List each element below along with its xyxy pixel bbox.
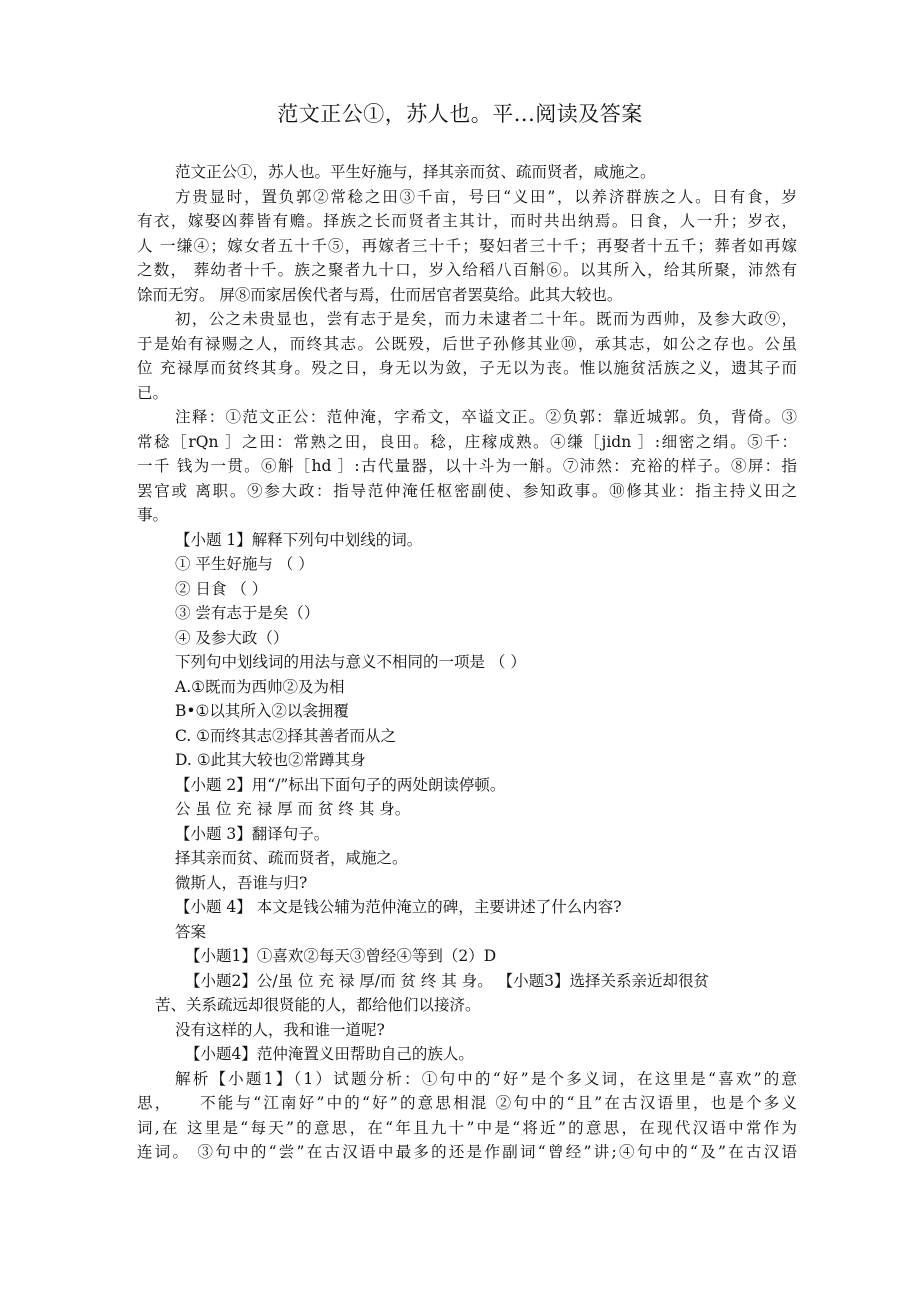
question-item: ① 平生好施与 （ ） [175, 555, 314, 573]
annotation-line: 事。 [137, 506, 169, 524]
question-prompt: 下列句中划线词的用法与意义不相同的一项是 （ ） [175, 653, 526, 671]
analysis-line: 思， 不能与“江南好”中的“好”的意思相混 ②句中的“且”在古汉语里，也是个多义 [137, 1094, 797, 1112]
answer-line: 【小题4】范仲淹置义田帮助自己的族人。 [185, 1045, 474, 1063]
question-heading: 【小题 1】解释下列句中划线的词。 [175, 530, 423, 549]
paragraph-line: 有衣，嫁娶凶葬皆有赡。择族之长而贤者主其计，而时共出纳焉。日食，人一升；岁衣， [137, 212, 797, 230]
answer-line: 苦、关系疏远却很贤能的人，都给他们以接济。 [155, 996, 481, 1014]
question-item: ③ 尝有志于是矣（） [175, 604, 320, 622]
document-body [137, 160, 797, 1165]
paragraph-line: 初，公之未贵显也，尝有志于是矣，而力未逮者二十年。既而为西帅，及参大政⑨， [175, 310, 797, 328]
question-heading: 【小题 4】 本文是钱公辅为范仲淹立的碑，主要讲述了什么内容? [175, 898, 622, 916]
option-a: A.①既而为西帅②及为相 [175, 677, 345, 696]
paragraph-line: 已。 [137, 383, 169, 402]
answer-line: 【小题1】①喜欢②每天③曾经④等到（2）D [185, 947, 497, 965]
question-item: ④ 及参大政（） [175, 628, 289, 647]
paragraph-line: 于是始有禄赐之人，而终其志。公既殁，后世子孙修其业⑩，承其志，如公之存也。公虽 [137, 334, 797, 353]
answer-line: 没有这样的人，我和谁一道呢? [175, 1020, 385, 1039]
analysis-line: 连词。 ③句中的“尝”在古汉语中最多的还是作副词“曾经”讲;④句中的“及”在古汉语 [137, 1143, 797, 1161]
analysis-line: 解析【小题1】（1）试题分析：①句中的“好”是个多义词，在这里是“喜欢”的意 [175, 1069, 797, 1088]
document-title: 范文正公①，苏人也。平...阅读及答案 [277, 102, 643, 126]
paragraph-line: 方贵显时，置负郭②常稔之田③千亩，号曰“义田”，以养济群族之人。日有食，岁 [175, 187, 797, 206]
option-d: D. ①此其大较也②常蹲其身 [175, 751, 366, 769]
answer-line: 【小题2】公/虽 位 充 禄 厚/而 贫 终 其 身。 【小题3】选择关系亲近却很贫 [185, 971, 710, 990]
question-item: ② 日食 （ ） [175, 579, 268, 598]
option-b: B•①以其所入②以衾拥覆 [175, 702, 349, 720]
question-item: 择其亲而贫、疏而贤者，咸施之。 [175, 849, 408, 867]
question-item: 微斯人，吾谁与归? [175, 873, 308, 892]
question-heading: 【小题 3】翻译句子。 [175, 824, 330, 843]
annotation-line: 注释：①范文正公：范仲淹，字希文，卒谥文正。②负郭：靠近城郭。负，背倚。③ [175, 408, 797, 426]
paragraph-line: 位 充禄厚而贫终其身。殁之日，身无以为敛，子无以为丧。惟以施贫活族之义，遗其子而 [137, 359, 797, 377]
annotation-line: 常稔［rQn ］之田：常熟之田，良田。稔，庄稼成熟。④缣［jidn ］:细密之绢。⑤千： [137, 432, 797, 451]
answer-heading: 答案 [175, 922, 207, 941]
paragraph-line: 之数， 葬幼者十千。族之聚者九十口，岁入给稻八百斛⑥。以其所入，给其所聚，沛然有 [137, 261, 797, 279]
annotation-line: 罢官或 离职。⑨参大政：指导范仲淹任枢密副使、参知政事。⑩修其业：指主持义田之 [137, 481, 797, 500]
annotation-line: 一千 钱为一贯。⑥斛［hd ］:古代量器，以十斗为一斛。⑦沛然：充裕的样子。⑧屏：指 [137, 457, 797, 475]
paragraph-line: 馀而无穷。 屏⑧而家居俟代者与焉，仕而居官者罢莫给。此其大较也。 [137, 285, 623, 304]
option-c: C. ①而终其志②择其善者而从之 [175, 726, 397, 745]
paragraph-line: 人 一缣④；嫁女者五十千⑤，再嫁者三十千；娶妇者三十千；再娶者十五千；葬者如再嫁 [137, 236, 797, 255]
analysis-line: 词,在 这里是“每天”的意思，在“年且九十”中是“将近”的意思，在现代汉语中常作为 [137, 1118, 797, 1137]
question-heading: 【小题 2】用“/”标出下面句子的两处朗读停顿。 [175, 775, 506, 794]
question-item: 公 虽 位 充 禄 厚 而 贫 终 其 身。 [175, 800, 411, 818]
paragraph-line: 范文正公①，苏人也。平生好施与，择其亲而贫、疏而贤者，咸施之。 [175, 163, 656, 181]
